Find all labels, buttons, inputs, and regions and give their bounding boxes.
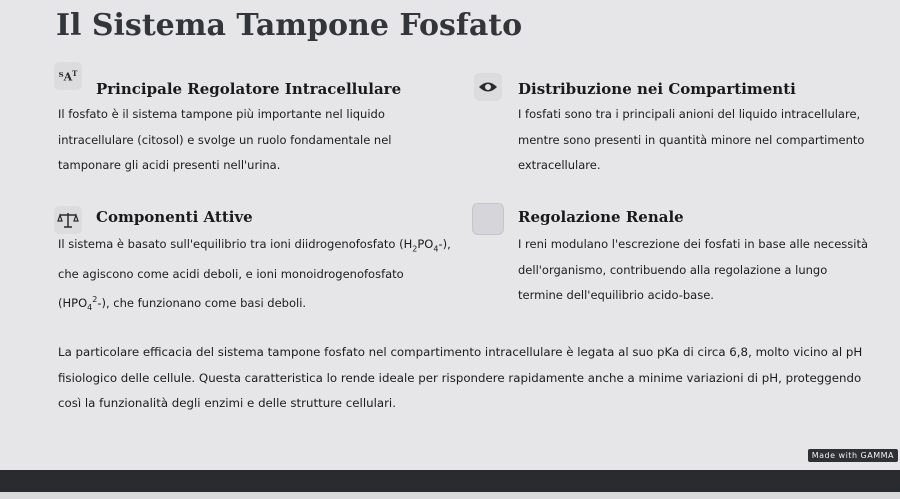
card-title: Regolazione Renale	[518, 208, 684, 226]
made-with-badge[interactable]: Made with GAMMA	[808, 449, 898, 462]
blank-square-icon	[472, 203, 504, 235]
summary-paragraph: La particolare efficacia del sistema tampone fosfato nel compartimento intracellulare è legata al suo pKa di circa 6,8, molto vicino al pH fisiologico delle cellule. Questa caratteristica lo rende ideale per rispondere rapidamente anche a minime variazioni di pH, proteggendo così la funzionalità degli enzimi e delle strutture cellulari.	[58, 345, 863, 410]
card-body: I fosfati sono tra i principali anioni del liquido intracellulare, mentre sono presenti in quantità minore nel compartimento extracellulare.	[518, 107, 865, 172]
text-size-icon: ᵀA$^T$	[54, 62, 82, 90]
card-body: Il sistema è basato sull'equilibrio tra ioni diidrogenofosfato $(H_2PO_4-)$, che agiscono come acidi deboli, e ioni monoidrogenofosfato $(HPO_4^2-)$, che funzionano come basi deboli.	[58, 237, 451, 313]
eye-icon	[474, 73, 502, 101]
card-title: Principale Regolatore Intracellulare	[96, 80, 402, 98]
bottom-edge	[0, 492, 900, 499]
card-title: Distribuzione nei Compartimenti	[518, 80, 796, 98]
card-title: Componenti Attive	[96, 208, 253, 226]
card-body: Il fosfato è il sistema tampone più importante nel liquido intracellulare (citosol) e svolge un ruolo fondamentale nel tamponare gli acidi presenti nell'urina.	[58, 107, 392, 172]
card-body: I reni modulano l'escrezione dei fosfati in base alle necessità dell'organismo, contribuendo alla regolazione a lungo termine dell'equilibrio acido-base.	[518, 237, 868, 302]
bottom-bar	[0, 470, 900, 492]
page-title: Il Sistema Tampone Fosfato	[56, 8, 523, 43]
scales-icon	[54, 206, 82, 234]
